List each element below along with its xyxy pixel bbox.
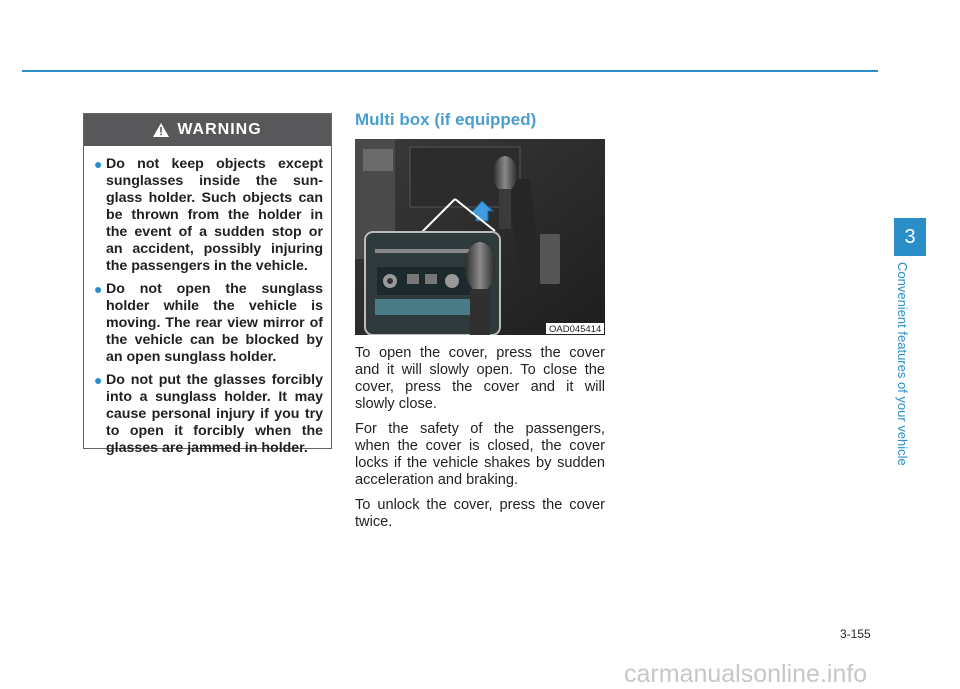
warning-item: ● Do not put the glasses forcibly into a sunglass holder. It may cause personal injury if you try to open it forcibly when the glasses are jammed in holder. [94, 372, 323, 456]
page-number: 3-155 [840, 627, 871, 641]
chapter-title: Convenient features of your vehicle [895, 262, 910, 466]
warning-item: ● Do not open the sunglass holder while the vehicle is moving. The rear view mirror of the vehicle can be blocked by an open sunglass holder. [94, 281, 323, 365]
paragraph: For the safety of the passengers, when the cover is closed, the cover locks if the vehicle shakes by sudden acceleration and braking. [355, 421, 605, 488]
warning-box [83, 113, 332, 456]
warning-item: ● Do not keep objects except sunglasses inside the sun-glass holder. Such objects can be thrown from the holder in the event of a sudden stop or an accident, possibly injuring the passengers in the vehicle. [94, 156, 323, 274]
top-rule [22, 70, 878, 72]
watermark: carmanualsonline.info [624, 660, 868, 688]
paragraph: To open the cover, press the cover and it will slowly open. To close the cover, press the cover and it will slowly close. [355, 345, 605, 412]
paragraph: To unlock the cover, press the cover twice. [355, 497, 605, 530]
multi-box-photo [355, 139, 605, 335]
warning-triangle-icon [153, 123, 169, 137]
chapter-tab: 3 [894, 218, 926, 256]
section-title: Multi box (if equipped) [355, 110, 537, 129]
image-code: OAD045414 [549, 324, 602, 335]
bullet-icon: ● [94, 281, 103, 297]
bullet-icon: ● [94, 156, 103, 172]
warning-list [84, 146, 331, 457]
body-text [355, 345, 605, 539]
warning-header [84, 114, 331, 146]
bullet-icon: ● [94, 372, 103, 388]
warning-title: WARNING [177, 121, 262, 138]
